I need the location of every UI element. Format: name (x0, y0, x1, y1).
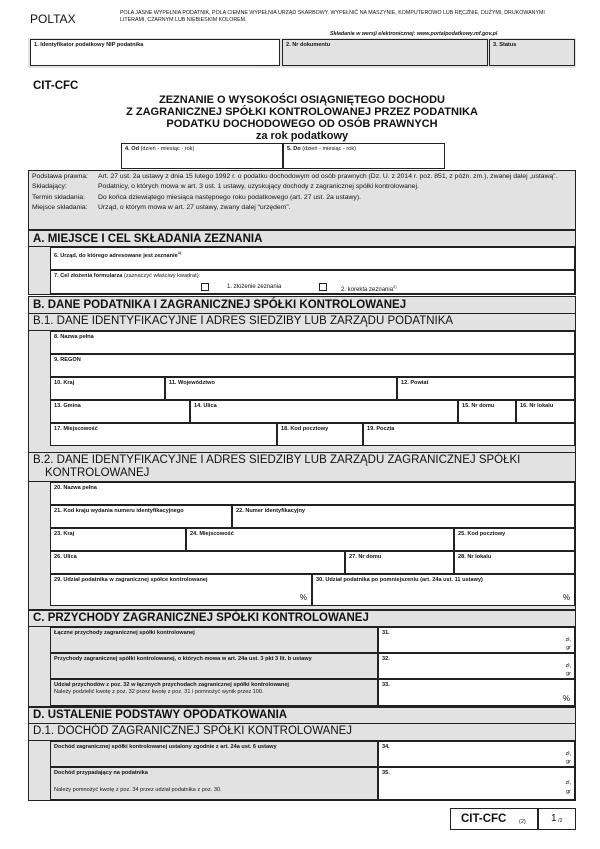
unit-label: gr (566, 645, 571, 651)
id-number-field[interactable] (232, 505, 575, 528)
footer-page-box (538, 808, 576, 830)
title-line-1: ZEZNANIE O WYSOKOŚCI OSIĄGNIĘTEGO DOCHODU (158, 94, 446, 106)
field-label: 29. Udział podatnika w zagranicznej spółce kontrolowanej (54, 577, 208, 583)
revenue-share-label-cell: Udział przychodów z poz. 32 w łącznych przychodach zagranicznej spółki kontrolowanej Należy podzielić kwotę z poz. 32 przez kwotę z poz. 31 i pomnożyć wynik przez 100. (50, 679, 378, 706)
reduced-share-percent-sign: % (562, 593, 570, 602)
unit-label: zł, (565, 637, 571, 643)
info-label-deadline: Termin składania: (32, 193, 85, 201)
tax-office-label: 6. Urząd, do którego adresowane jest zeznanie$^{1)}$ (54, 250, 182, 259)
field-label: 31. (382, 630, 390, 636)
taxpayer-income-label-cell: Dochód przypadający na podatnika Należy pomnożyć kwotę z poz. 34 przez udział podatnika z poz. 30. (50, 767, 378, 800)
field-label: 20. Nazwa pełna (54, 485, 97, 491)
street-field[interactable] (190, 400, 458, 423)
field-label: 15. Nr domu (462, 403, 495, 409)
period-to-field[interactable] (283, 143, 445, 169)
field-label: 28. Nr lokalu (458, 554, 492, 560)
unit-label: zł, (565, 751, 571, 757)
info-label-filer: Składający: (32, 183, 67, 191)
form-title (28, 94, 576, 142)
field-label: 17. Miejscowość (54, 426, 98, 432)
status-field (489, 39, 575, 66)
field-label: 25. Kod pocztowy (458, 531, 506, 537)
footer-version: (2) (519, 819, 526, 825)
regon-field[interactable] (50, 354, 575, 377)
income-label-cell (50, 741, 378, 767)
info-text-deadline: Do końca dziewiątego miesiąca następnego roku podatkowego (art. 27 ust. 2a ustawy). (98, 193, 361, 201)
taxpayer-income-field[interactable] (378, 767, 575, 800)
info-box (28, 170, 576, 230)
share-percent-sign: % (299, 593, 307, 602)
title-line-4: za rok podatkowy (255, 130, 349, 142)
field-label: 24. Miejscowość (190, 531, 234, 537)
field-label: 8. Nazwa pełna (54, 334, 94, 340)
company-name-field[interactable] (50, 482, 575, 505)
unit-label: zł, (565, 663, 571, 669)
country-field[interactable] (50, 377, 165, 400)
section-b1-title: B.1. DANE IDENTYFIKACYJNE I ADRES SIEDZIBY LUB ZARZĄDU PODATNIKA (33, 315, 454, 327)
house-number-field[interactable] (458, 400, 516, 423)
period-to-label: 5. Do (dzień - miesiąc - rok) (287, 146, 357, 152)
field-label: Dochód przypadający na podatnika (54, 770, 148, 776)
field-label: 9. REGON (54, 357, 81, 363)
title-line-3: PODATKU DOCHODOWEGO OD OSÓB PRAWNYCH (166, 118, 438, 130)
reduced-share-field[interactable] (312, 574, 575, 606)
postal-code-field[interactable] (277, 423, 363, 446)
section-b-title: B. DANE PODATNIKA I ZAGRANICZNEJ SPÓŁKI KONTROLOWANEJ (33, 299, 407, 311)
field-label: 33. (382, 682, 390, 688)
field-label: 27. Nr domu (349, 554, 382, 560)
field-label: Przychody zagranicznej spółki kontrolowanej, o których mowa w art. 24a ust. 3 pkt 3 lit. b ustawy (54, 656, 312, 662)
county-field[interactable] (397, 377, 575, 400)
period-from-label: 4. Od (dzień - miesiąc - rok) (125, 146, 195, 152)
purpose-label: 7. Cel złożenia formularza (zaznaczyć właściwy kwadrat): (54, 273, 201, 279)
field-label: 19. Poczta (367, 426, 395, 432)
footer-code-box (450, 808, 538, 830)
id-country-code-field[interactable] (50, 505, 232, 528)
instructions: POLA JASNE WYPEŁNIA PODATNIK, POLA CIEMNE WYPEŁNIA URZĄD SKARBOWY. WYPEŁNIĆ NA MASZYNIE, KOMPUTEROWO LUB RĘCZNIE, DUŻYMI, DRUKOWANYMI LITERAMI, CZARNYM LUB NIEBIESKIM KOLOREM. (120, 10, 545, 23)
unit-label: gr (566, 759, 571, 765)
tax-office-field[interactable] (50, 247, 575, 270)
section-d-title: D. USTALENIE PODSTAWY OPODATKOWANIA (33, 709, 288, 721)
voivodeship-field[interactable] (165, 377, 397, 400)
page-number: 1 (551, 813, 557, 824)
nip-field[interactable] (30, 39, 280, 66)
field-label: 14. Ulica (194, 403, 217, 409)
option-correction-label: 2. korekta zeznania$^{2)}$ (341, 284, 397, 293)
checkbox-correction[interactable] (319, 283, 327, 291)
info-text-legal: Art. 27 ust. 2a ustawy z dnia 15 lutego 1992 r. o podatku dochodowym od osób prawnych (Dz. U. z 2014 r. poz. 851, z późn. zm.), zwanej dalej „ustawą”. (98, 173, 558, 180)
field-label: 10. Kraj (54, 380, 75, 386)
field-label: 35. (382, 770, 390, 776)
company-country-field[interactable] (50, 528, 186, 551)
field-label: 26. Ulica (54, 554, 77, 560)
field-label: Udział przychodów z poz. 32 w łącznych przychodach zagranicznej spółki kontrolowanej (54, 682, 289, 688)
brand: POLTAX (30, 12, 76, 26)
commune-field[interactable] (50, 400, 190, 423)
purpose-field (50, 270, 575, 294)
income-field[interactable] (378, 741, 575, 767)
option-declaration-label: 1. złożenie zeznania (227, 284, 282, 290)
company-apartment-number-field[interactable] (454, 551, 575, 574)
apartment-number-field[interactable] (516, 400, 575, 423)
info-label-legal: Podstawa prawna: (32, 173, 88, 180)
section-b2-title: B.2. DANE IDENTYFIKACYJNE I ADRES SIEDZIBY LUB ZARZĄDU ZAGRANICZNEJ SPÓŁKI KONTROLOWANEJ (33, 454, 521, 479)
field-label: 16. Nr lokalu (520, 403, 554, 409)
taxpayer-name-field[interactable] (50, 331, 575, 354)
revenue-total-field[interactable] (378, 627, 575, 653)
section-c-title: C. PRZYCHODY ZAGRANICZNEJ SPÓŁKI KONTROLOWANEJ (33, 612, 369, 624)
info-label-place: Miejsce składania: (32, 204, 88, 212)
company-house-number-field[interactable] (345, 551, 454, 574)
company-street-field[interactable] (50, 551, 345, 574)
checkbox-declaration[interactable] (201, 283, 209, 291)
field-label: Łączne przychody zagranicznej spółki kontrolowanej (54, 630, 195, 636)
field-label: 21. Kod kraju wydania numeru identyfikacyjnego (54, 508, 184, 514)
revenue-total-label-cell (50, 627, 378, 653)
section-d1-title: D.1. DOCHÓD ZAGRANICZNEJ SPÓŁKI KONTROLOWANEJ (33, 725, 353, 737)
document-number-label: 2. Nr dokumentu (286, 42, 331, 48)
revenue-share-field[interactable] (378, 679, 575, 706)
taxpayer-share-field[interactable] (50, 574, 312, 606)
unit-label: zł, (565, 780, 571, 786)
section-a-title: A. MIEJSCE I CEL SKŁADANIA ZEZNANIA (33, 233, 263, 245)
unit-label: gr (566, 789, 571, 795)
unit-label: % (562, 694, 570, 703)
field-label: 30. Udział podatnika po pomniejszeniu (art. 24a ust. 11 ustawy) (316, 577, 483, 583)
company-city-field[interactable] (186, 528, 454, 551)
field-label: 13. Gmina (54, 403, 81, 409)
info-text-filer: Podatnicy, o których mowa w art. 3 ust. 1 ustawy, uzyskujący dochody z zagranicznej spółki kontrolowanej. (98, 183, 419, 191)
electronic-note: Składanie w wersji elektronicznej: www.portalpodatkowy.mf.gov.pl (330, 31, 498, 37)
document-number-field (282, 39, 488, 66)
post-office-field[interactable] (363, 423, 575, 446)
period-from-field[interactable] (121, 143, 283, 169)
revenue-passive-label-cell (50, 653, 378, 679)
footer-code: CIT-CFC (461, 813, 507, 825)
info-text-place: Urząd, o którym mowa w art. 27 ustawy, zwany dalej “urzędem”. (98, 204, 291, 212)
unit-label: gr (566, 671, 571, 677)
field-label: 11. Województwo (169, 380, 215, 386)
revenue-passive-field[interactable] (378, 653, 575, 679)
city-field[interactable] (50, 423, 277, 446)
field-label: 12. Powiat (401, 380, 429, 386)
field-label: 34. (382, 744, 390, 750)
page-total: /2 (558, 818, 563, 824)
form-code: CIT-CFC (33, 80, 79, 92)
field-label: Dochód zagranicznej spółki kontrolowanej ustalony zgodnie z art. 24a ust. 6 ustawy (54, 744, 277, 750)
status-label: 3. Status (493, 42, 517, 48)
company-postal-code-field[interactable] (454, 528, 575, 551)
field-label: 23. Kraj (54, 531, 75, 537)
field-label: 32. (382, 656, 390, 662)
title-line-2: Z ZAGRANICZNEJ SPÓŁKI KONTROLOWANEJ PRZEZ PODATNIKA (126, 106, 478, 118)
nip-ticks (33, 60, 258, 66)
field-label: 22. Numer identyfikacyjny (236, 508, 306, 514)
field-label: 18. Kod pocztowy (281, 426, 329, 432)
nip-label: 1. Identyfikator podatkowy NIP podatnika (34, 42, 144, 48)
